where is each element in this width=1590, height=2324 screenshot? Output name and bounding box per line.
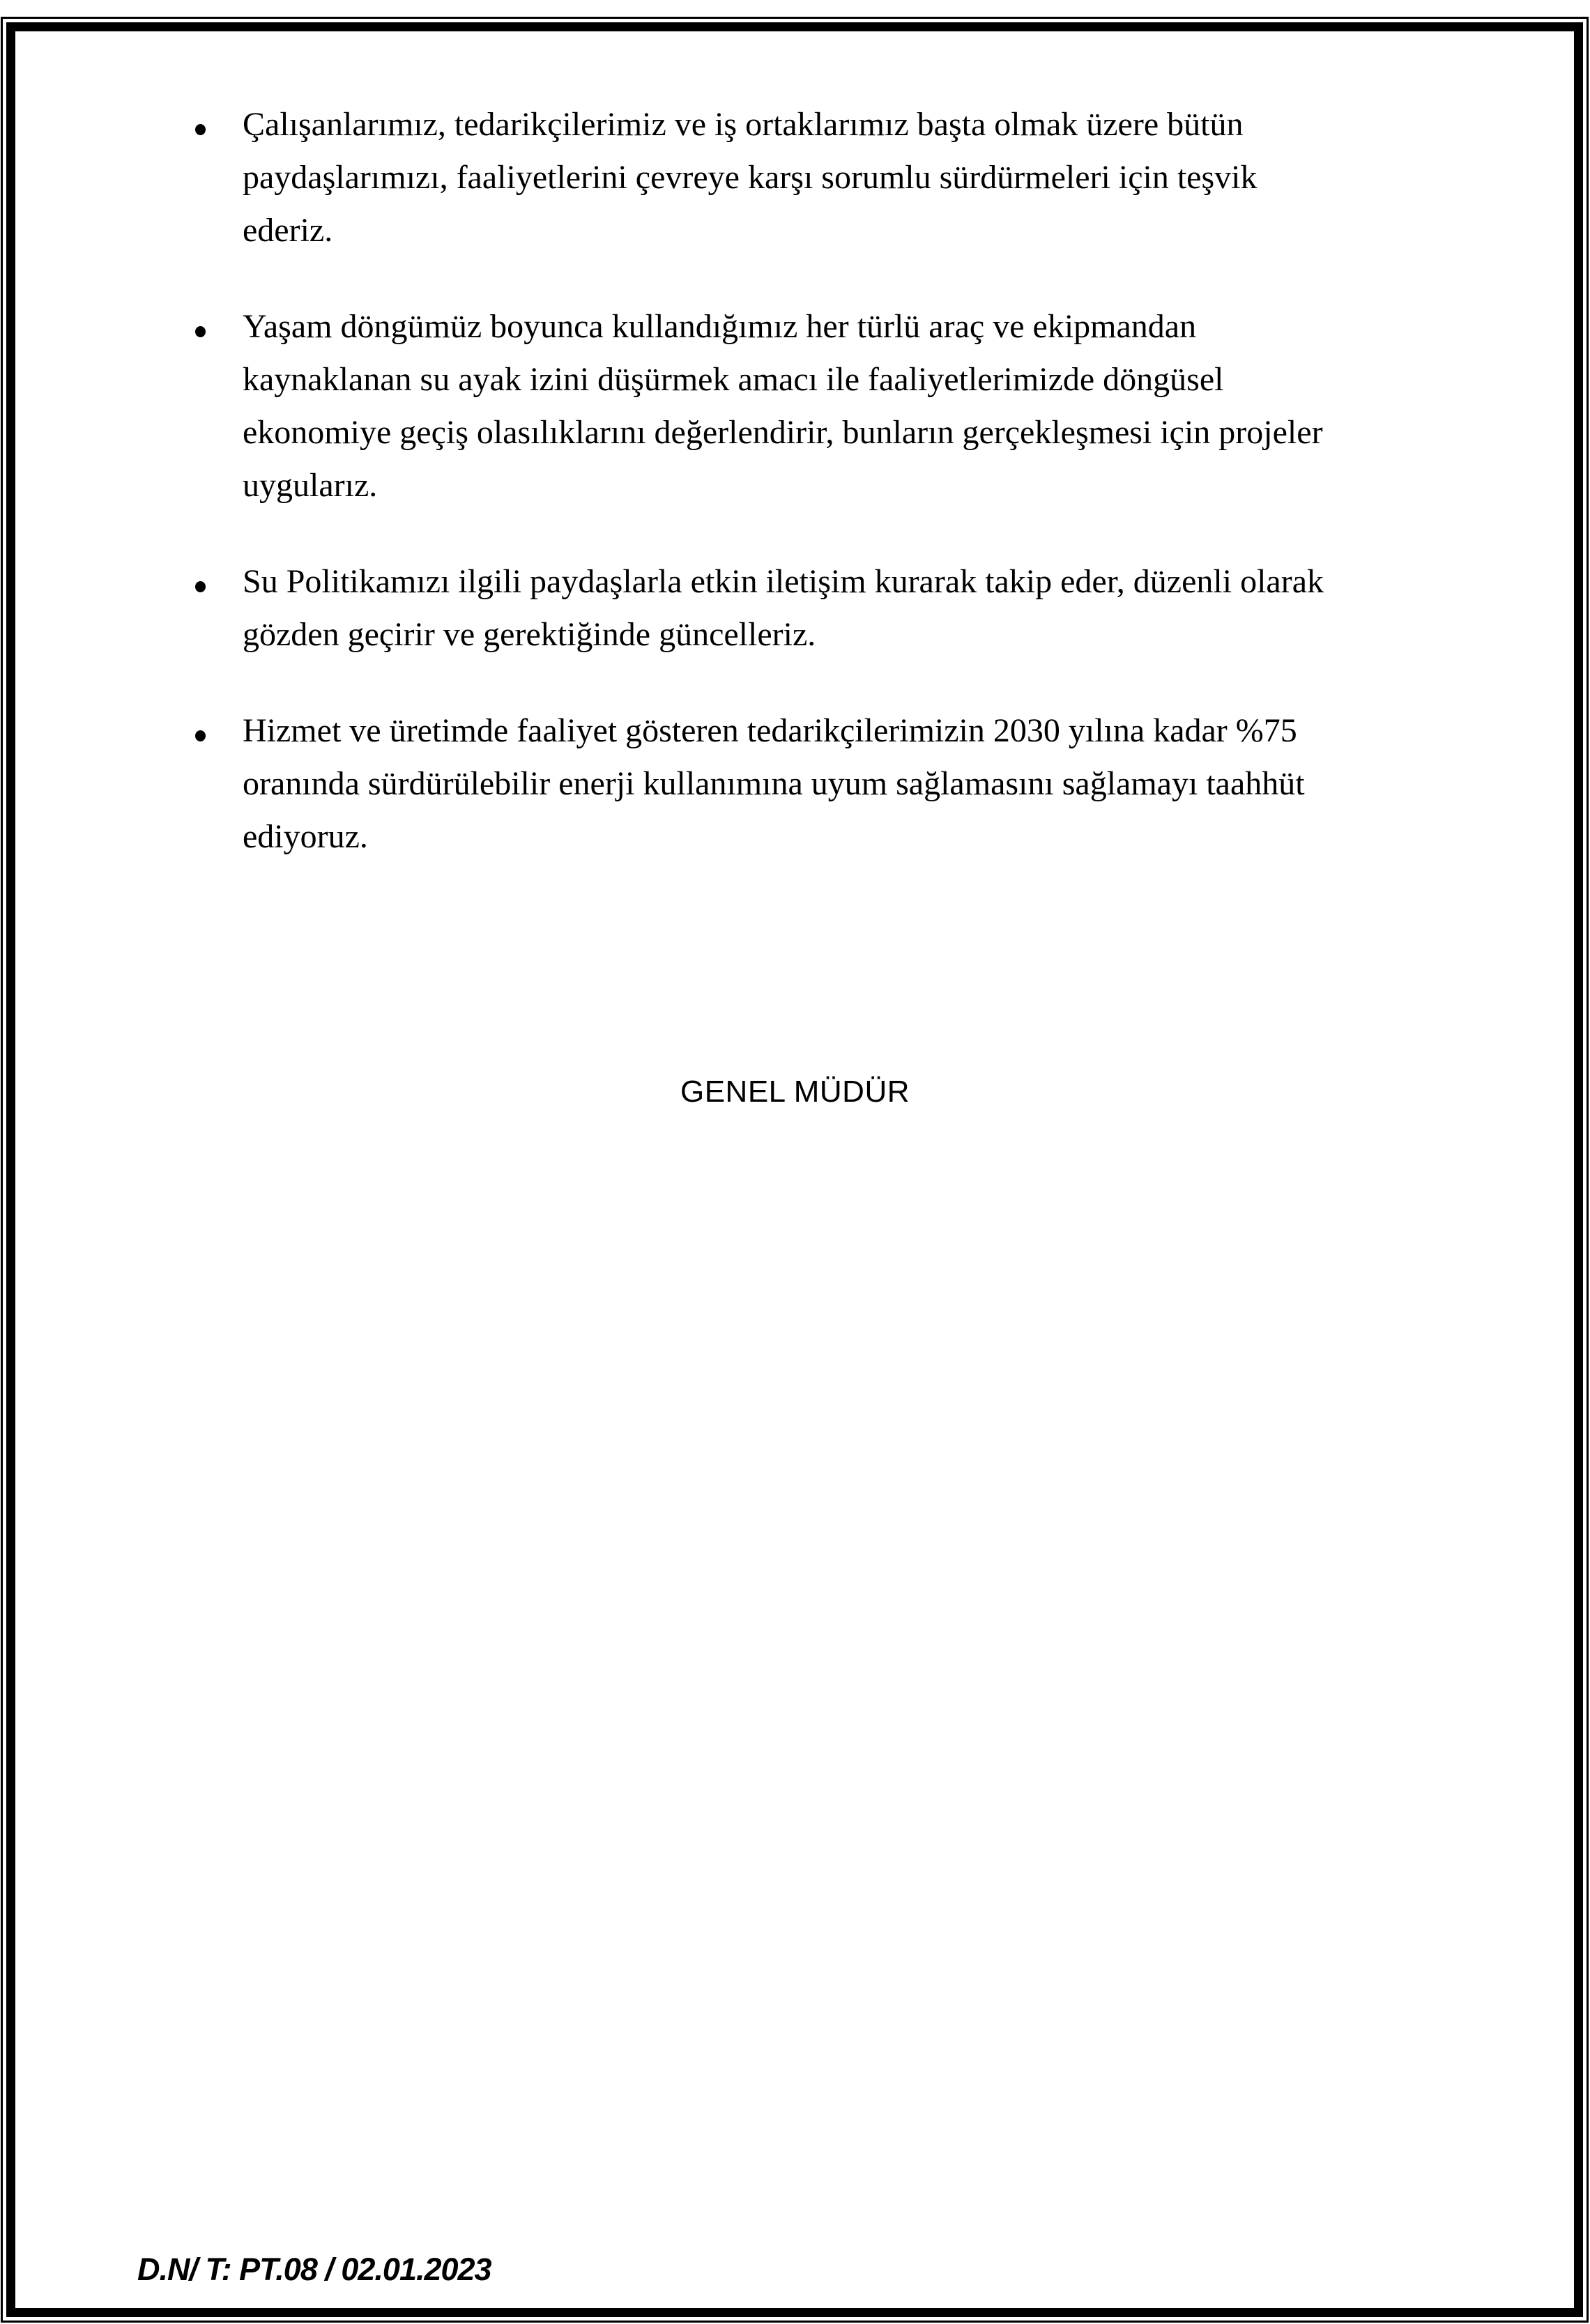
bullet-icon: [195, 730, 206, 741]
bullet-icon: [195, 581, 206, 592]
policy-bullet-list: [243, 98, 1344, 907]
bullet-text: Yaşam döngümüz boyunca kullandığımız her türlü araç ve ekipmandan kaynaklanan su ayak izini düşürmek amacı ile faaliyetlerimizde döngüsel ekonomiye geçiş olasılıklarını değerlendirir, bunların gerçekleşmesi için projeler uygularız.: [243, 308, 1323, 504]
list-item: [243, 705, 1344, 863]
bullet-icon: [195, 124, 206, 135]
bullet-icon: [195, 326, 206, 337]
bullet-text: Su Politikamızı ilgili paydaşlarla etkin iletişim kurarak takip eder, düzenli olarak gözden geçirir ve gerektiğinde güncelleriz.: [243, 563, 1324, 653]
signature-title: GENEL MÜDÜR: [680, 1075, 910, 1109]
list-item: [243, 555, 1344, 661]
bullet-text: Hizmet ve üretimde faaliyet gösteren tedarikçilerimizin 2030 yılına kadar %75 oranında sürdürülebilir enerji kullanımına uyum sağlamasını sağlamayı taahhüt ediyoruz.: [243, 712, 1305, 855]
list-item: [243, 98, 1344, 257]
bullet-text: Çalışanlarımız, tedarikçilerimiz ve iş ortaklarımız başta olmak üzere bütün paydaşlarımızı, faaliyetlerini çevreye karşı sorumlu sürdürmeleri için teşvik ederiz.: [243, 106, 1258, 249]
document-reference-footer: D.N/ T: PT.08 / 02.01.2023: [137, 2252, 491, 2287]
list-item: [243, 300, 1344, 512]
